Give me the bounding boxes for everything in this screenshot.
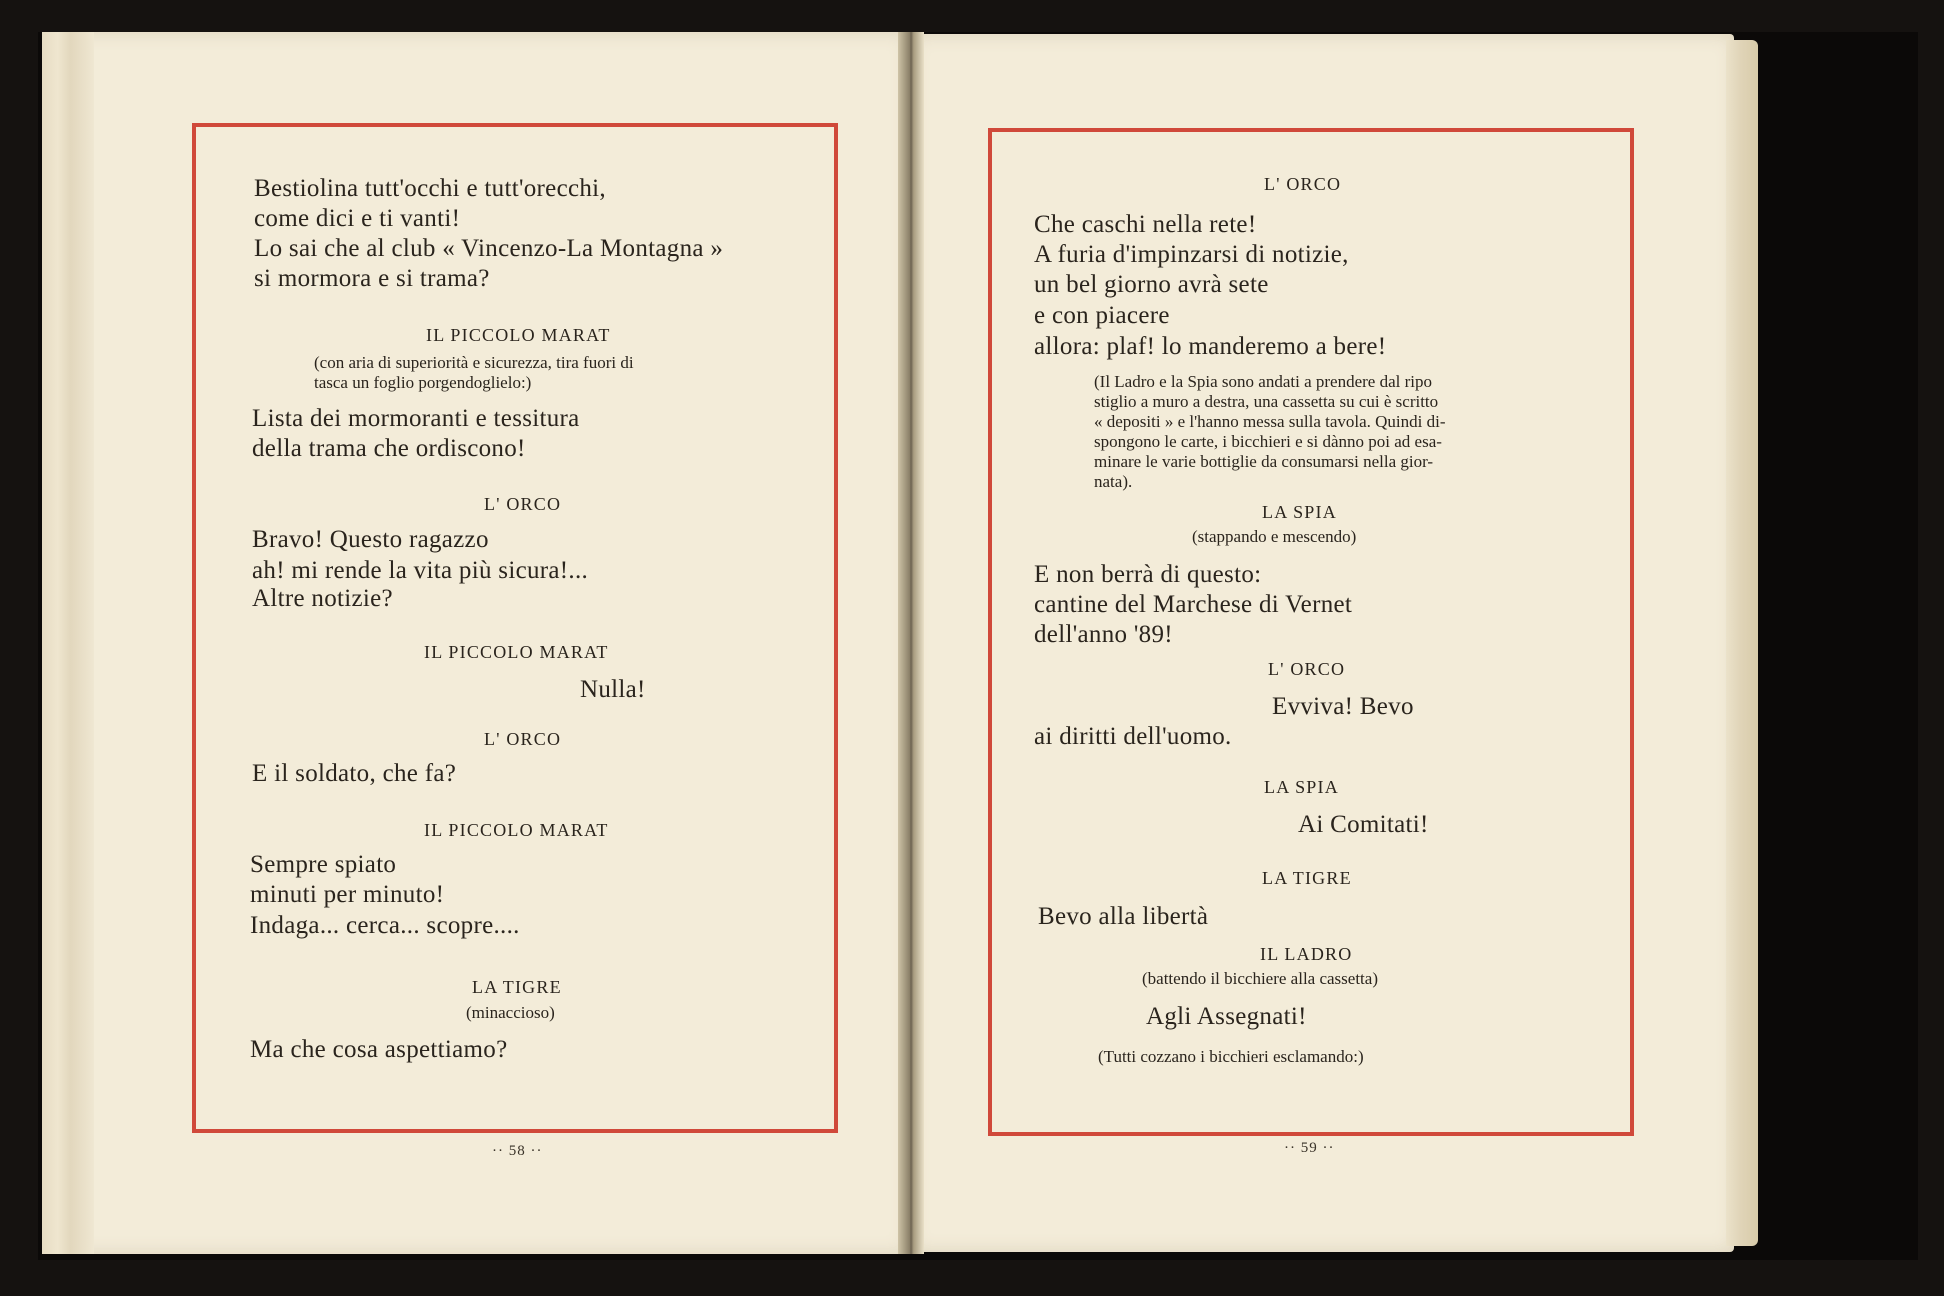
verse-line: Sempre spiato	[250, 851, 397, 878]
verse-line: minuti per minuto!	[250, 881, 445, 908]
stage-direction: spongono le carte, i bicchieri e si dànno poi ad esa-	[1094, 432, 1442, 451]
verse-line: Lo sai che al club « Vincenzo-La Montagna »	[254, 235, 724, 262]
stage-direction: (minaccioso)	[466, 1003, 555, 1022]
stage-direction: (stappando e mescendo)	[1192, 527, 1357, 546]
verse-line: e con piacere	[1034, 302, 1170, 329]
verse-line: ah! mi rende la vita più sicura!...	[252, 557, 589, 584]
verse-line: E non berrà di questo:	[1034, 561, 1262, 588]
left-page-edges	[42, 32, 94, 1254]
verse-line: un bel giorno avrà sete	[1034, 271, 1269, 298]
verse-line: Nulla!	[580, 676, 646, 703]
speaker-name: L' ORCO	[1264, 174, 1342, 194]
stage-direction: « depositi » e l'hanno messa sulla tavola. Quindi di-	[1094, 412, 1446, 431]
stage-direction: (Il Ladro e la Spia sono andati a prendere dal ripo	[1094, 372, 1432, 391]
verse-line: Indaga... cerca... scopre....	[250, 912, 520, 939]
verse-line: Che caschi nella rete!	[1034, 211, 1257, 238]
speaker-name: L' ORCO	[484, 494, 562, 514]
page-number: ·· 58 ··	[492, 1143, 543, 1159]
verse-line: Ai Comitati!	[1298, 811, 1429, 838]
verse-line: E il soldato, che fa?	[252, 760, 457, 787]
speaker-name: IL PICCOLO MARAT	[426, 325, 611, 345]
verse-line: della trama che ordiscono!	[252, 435, 526, 462]
verse-line: cantine del Marchese di Vernet	[1034, 591, 1353, 618]
verse-line: come dici e ti vanti!	[254, 205, 461, 232]
speaker-name: LA TIGRE	[472, 977, 562, 997]
stage-direction: (Tutti cozzano i bicchieri esclamando:)	[1098, 1047, 1364, 1066]
verse-line: Bevo alla libertà	[1038, 903, 1209, 930]
stage-direction: stiglio a muro a destra, una cassetta su cui è scritto	[1094, 392, 1439, 411]
verse-line: Lista dei mormoranti e tessitura	[252, 405, 580, 432]
verse-line: dell'anno '89!	[1034, 621, 1173, 648]
speaker-name: LA SPIA	[1264, 777, 1339, 797]
stage-direction: tasca un foglio porgendoglielo:)	[314, 373, 532, 392]
verse-line: si mormora e si trama?	[254, 265, 490, 292]
speaker-name: LA TIGRE	[1262, 868, 1352, 888]
stage-direction: (battendo il bicchiere alla cassetta)	[1142, 969, 1378, 988]
speaker-name: IL LADRO	[1260, 944, 1353, 964]
verse-line: A furia d'impinzarsi di notizie,	[1034, 241, 1349, 268]
verse-line: Bestiolina tutt'occhi e tutt'orecchi,	[254, 175, 606, 202]
speaker-name: IL PICCOLO MARAT	[424, 642, 609, 662]
speaker-name: L' ORCO	[1268, 659, 1346, 679]
verse-line: ai diritti dell'uomo.	[1034, 723, 1232, 750]
stage-direction: nata).	[1094, 472, 1133, 491]
speaker-name: LA SPIA	[1262, 502, 1337, 522]
stage-direction: (con aria di superiorità e sicurezza, tira fuori di	[314, 353, 634, 372]
right-page-edges	[1726, 40, 1758, 1246]
verse-line: Evviva! Bevo	[1272, 693, 1414, 720]
verse-line: Altre notizie?	[252, 585, 393, 612]
verse-line: allora: plaf! lo manderemo a bere!	[1034, 333, 1387, 360]
verse-line: Agli Assegnati!	[1146, 1003, 1307, 1030]
book-gutter	[898, 32, 924, 1254]
verse-line: Ma che cosa aspettiamo?	[250, 1036, 508, 1063]
speaker-name: L' ORCO	[484, 729, 562, 749]
page-number: ·· 59 ··	[1284, 1140, 1335, 1156]
speaker-name: IL PICCOLO MARAT	[424, 820, 609, 840]
verse-line: Bravo! Questo ragazzo	[252, 526, 489, 553]
stage-direction: minare le varie bottiglie da consumarsi nella gior-	[1094, 452, 1434, 471]
